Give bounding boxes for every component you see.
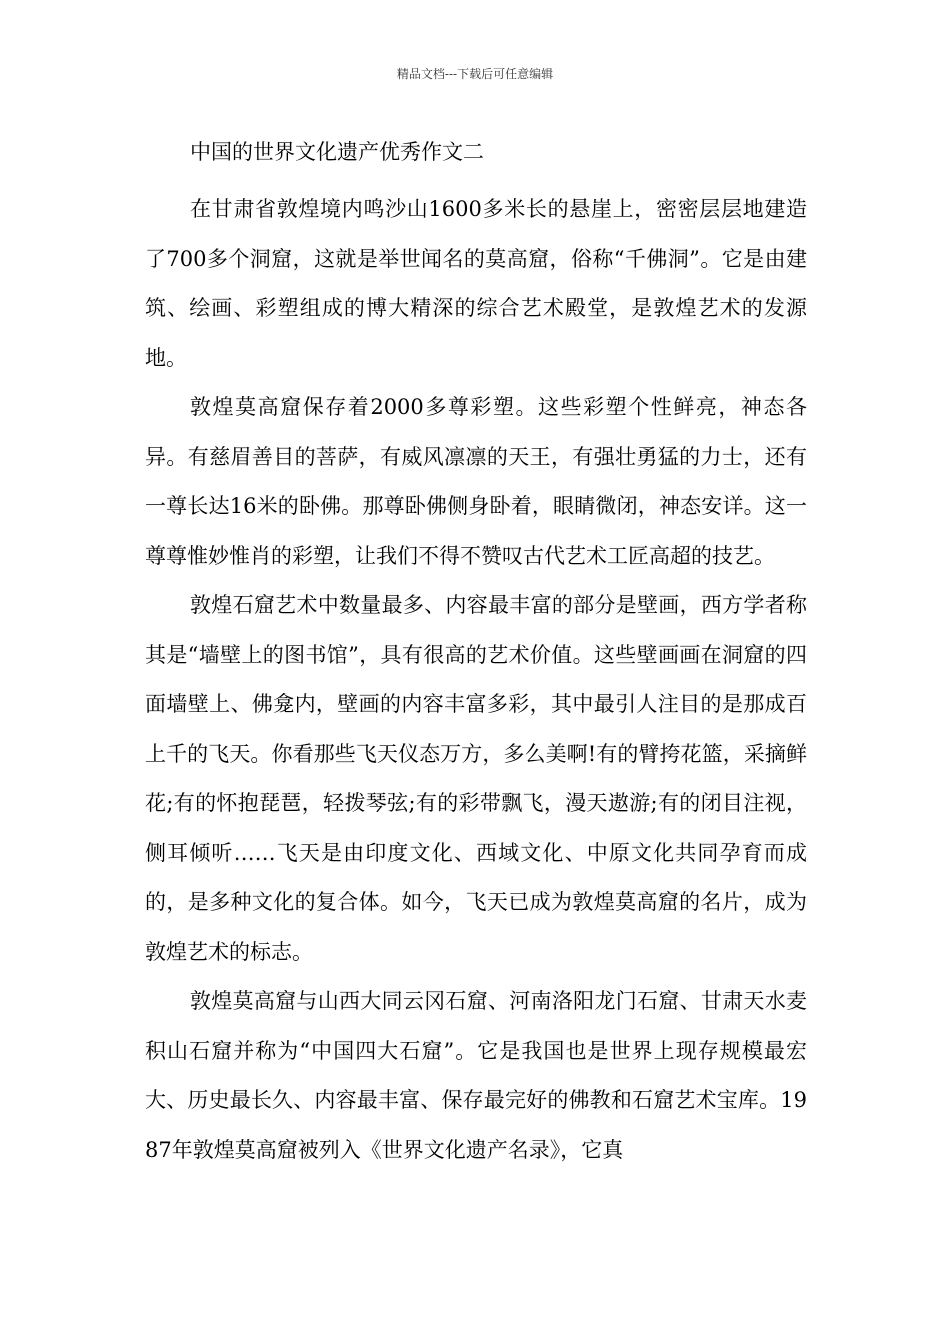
paragraph: 敦煌石窟艺术中数量最多、内容最丰富的部分是壁画，西方学者称其是“墙壁上的图书馆”，具有很高的艺术价值。这些壁画画在洞窟的四面墙壁上、佛龛内，壁画的内容丰富多彩，其中最引人注目的是那成百上千的飞天。你看那些飞天仪态万方，多么美啊!有的臂挎花篮，采摘鲜花;有的怀抱琵琶，轻拨琴弦;有的彩带飘飞，漫天遨游;有的闭目注视，侧耳倾听……飞天是由印度文化、西域文化、中原文化共同孕育而成的，是多种文化的复合体。如今，飞天已成为敦煌莫高窟的名片，成为敦煌艺术的标志。 — [145, 593, 807, 964]
page-header: 精品文档---下载后可任意编辑 — [396, 67, 554, 81]
paragraph: 在甘肃省敦煌境内鸣沙山1600多米长的悬崖上，密密层层地建造了700多个洞窟，这就是举世闻名的莫高窟，俗称“千佛洞”。它是由建筑、绘画、彩塑组成的博大精深的综合艺术殿堂，是敦煌艺术的发源地。 — [145, 197, 807, 370]
paragraph: 敦煌莫高窟与山西大同云冈石窟、河南洛阳龙门石窟、甘肃天水麦积山石窟并称为“中国四大石窟”。它是我国也是世界上现存规模最宏大、历史最长久、内容最丰富、保存最完好的佛教和石窟艺术宝库。1987年敦煌莫高窟被列入《世界文化遗产名录》，它真 — [145, 989, 807, 1162]
document-body — [145, 185, 807, 1175]
document-title: 中国的世界文化遗产优秀作文二 — [190, 140, 484, 164]
paragraph: 敦煌莫高窟保存着2000多尊彩塑。这些彩塑个性鲜亮，神态各异。有慈眉善目的菩萨，有威风凛凛的天王，有强壮勇猛的力士，还有一尊长达16米的卧佛。那尊卧佛侧身卧着，眼睛微闭，神态安详。这一尊尊惟妙惟肖的彩塑，让我们不得不赞叹古代艺术工匠高超的技艺。 — [145, 395, 807, 568]
